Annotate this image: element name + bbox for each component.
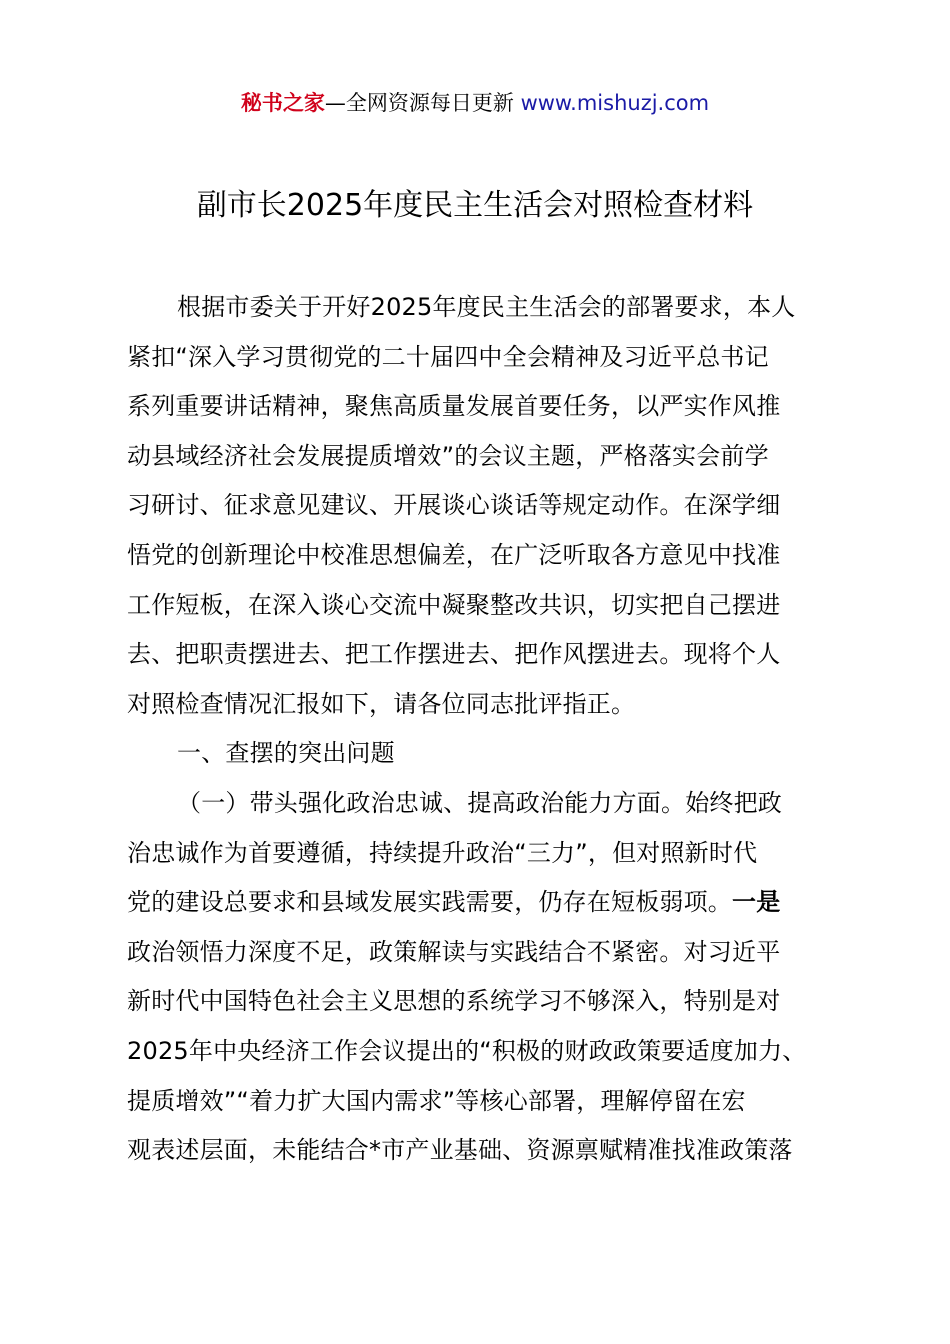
bold-marker: 一是 (732, 888, 781, 917)
site-url-link[interactable]: www.mishuzj.com (520, 91, 710, 115)
paragraph-line: 根据市委关于开好2025年度民主生活会的部署要求，本人 (177, 293, 796, 321)
document-body (127, 283, 831, 1176)
paragraph-line: 紧扣“深入学习贯彻党的二十届四中全会精神及习近平总书记 (127, 342, 769, 371)
paragraph-line: 对照检查情况汇报如下，请各位同志批评指正。 (127, 689, 636, 718)
section-heading: 一、查摆的突出问题 (177, 739, 395, 768)
paragraph-line (127, 878, 831, 928)
paragraph-line: 治忠诚作为首要遵循，持续提升政治“三力”，但对照新时代 (127, 838, 758, 867)
paragraph-line: 习研讨、征求意见建议、开展谈心谈话等规定动作。在深学细 (127, 491, 781, 520)
paragraph-line: 2025年中央经济工作会议提出的“积极的财政政策要适度加力、 (127, 1036, 807, 1065)
paragraph-line: 政治领悟力深度不足，政策解读与实践结合不紧密。对习近平 (127, 937, 781, 966)
document-title: 副市长2025年度民主生活会对照检查材料 (196, 188, 754, 223)
paragraph-line: 观表述层面，未能结合*市产业基础、资源禀赋精准找准政策落 (127, 1136, 793, 1165)
paragraph-line: 动县域经济社会发展提质增效”的会议主题，严格落实会前学 (127, 441, 769, 470)
paragraph-line: 去、把职责摆进去、把工作摆进去、把作风摆进去。现将个人 (127, 640, 781, 669)
paragraph-line: 新时代中国特色社会主义思想的系统学习不够深入，特别是对 (127, 987, 781, 1016)
paragraph-text: 党的建设总要求和县域发展实践需要，仍存在短板弱项。 (127, 888, 732, 917)
site-header (0, 88, 950, 118)
paragraph-line: 提质增效”“着力扩大国内需求”等核心部署，理解停留在宏 (127, 1086, 746, 1115)
paragraph-line: 工作短板，在深入谈心交流中凝聚整改共识，切实把自己摆进 (127, 590, 781, 619)
brand-name: 秘书之家 (240, 91, 325, 115)
paragraph-line: 悟党的创新理论中校准思想偏差，在广泛听取各方意见中找准 (127, 540, 781, 569)
paragraph-line: 系列重要讲话精神，聚焦高质量发展首要任务，以严实作风推 (127, 392, 781, 421)
site-tagline: —全网资源每日更新 (324, 91, 521, 115)
paragraph-line: （一）带头强化政治忠诚、提高政治能力方面。始终把政 (177, 788, 782, 817)
